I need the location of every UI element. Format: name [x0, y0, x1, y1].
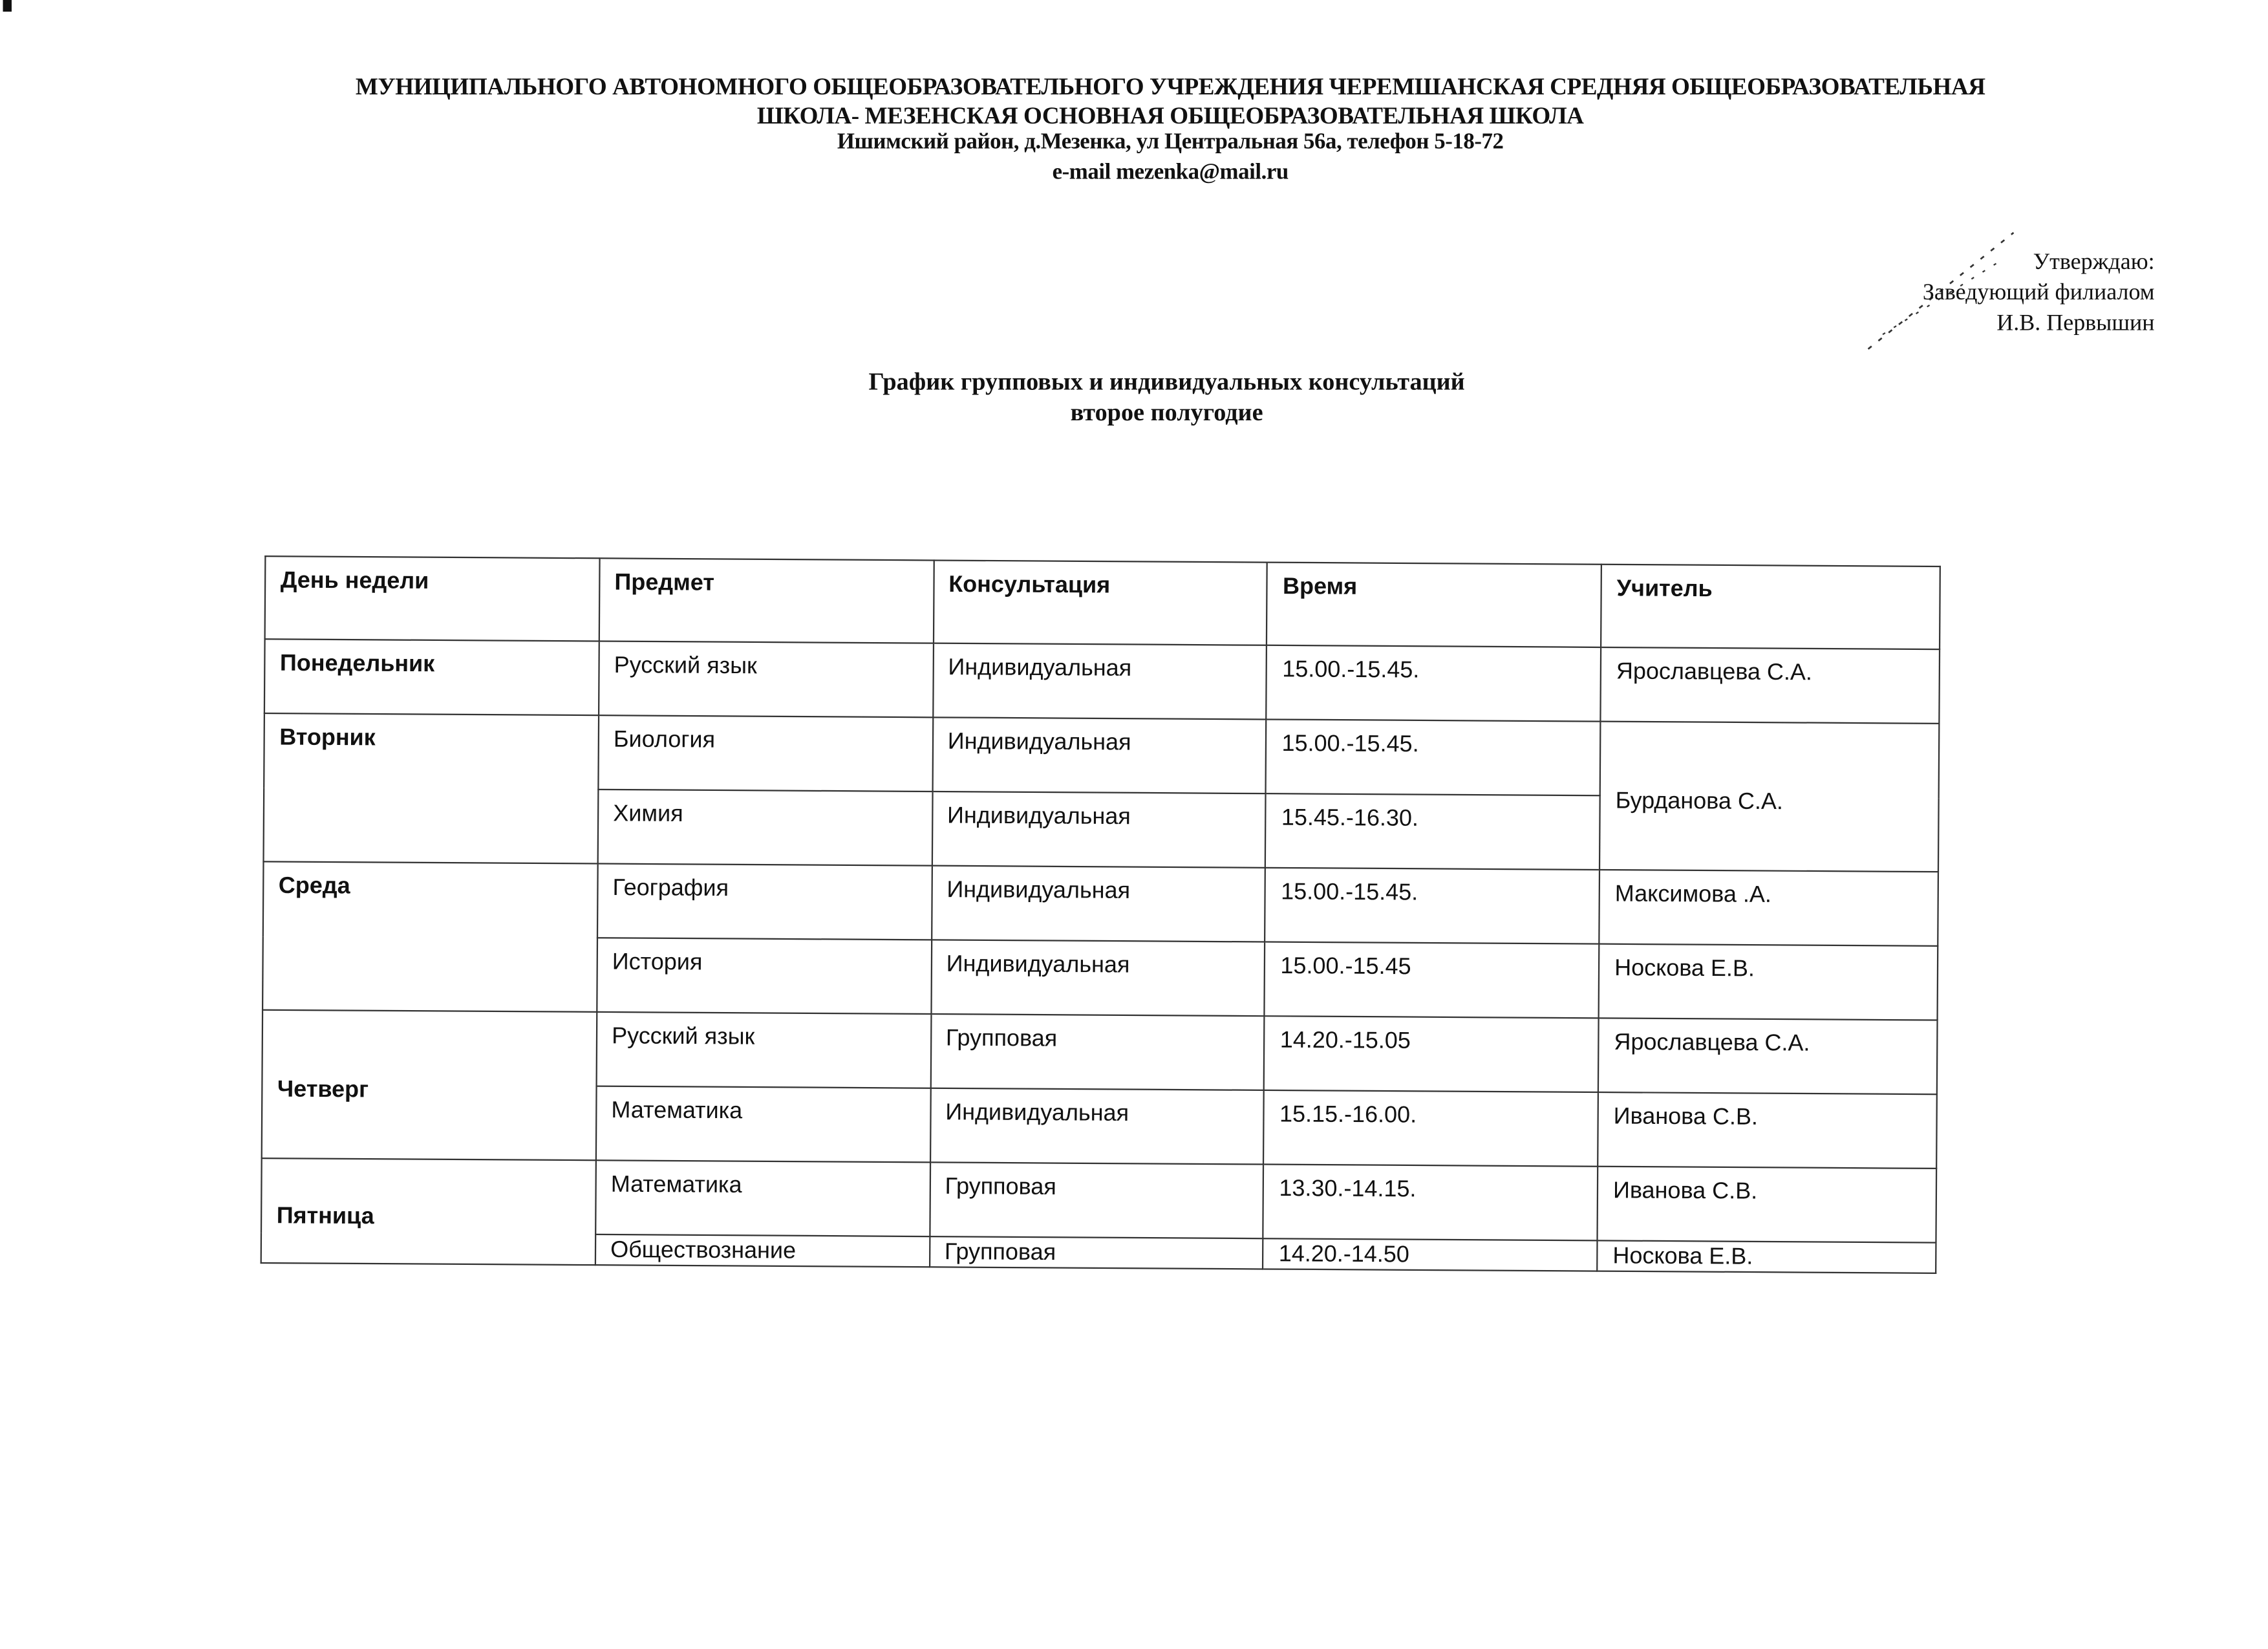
time-cell: 14.20.-14.50 [1263, 1238, 1598, 1271]
table-row [262, 1010, 1937, 1095]
type-cell: Групповая [930, 1014, 1265, 1090]
table-header-row [265, 556, 1940, 649]
teacher-cell: Носкова Е.В. [1599, 944, 1938, 1020]
subject-cell: Математика [595, 1160, 930, 1236]
header-teacher: Учитель [1601, 565, 1940, 649]
subject-cell: Математика [595, 1086, 930, 1163]
time-cell: 15.00.-15.45. [1267, 645, 1601, 722]
header-type: Консультация [933, 560, 1268, 645]
type-cell: Индивидуальная [930, 1088, 1265, 1165]
subject-cell: Химия [597, 790, 932, 866]
type-cell: Индивидуальная [931, 940, 1266, 1016]
header-address: Ишимский район, д.Мезенка, ул Центральная 56а, телефон 5-18-72 [837, 129, 1504, 155]
time-cell: 15.45.-16.30. [1266, 793, 1600, 870]
approval-line-1: Утверждаю: [2033, 250, 2155, 275]
day-cell: Вторник [263, 713, 598, 864]
teacher-cell: Максимова .А. [1599, 870, 1938, 946]
table-row [261, 1158, 1936, 1243]
scan-mark [3, 0, 11, 12]
subject-cell: Русский язык [599, 641, 934, 717]
subject-cell: Обществознание [595, 1234, 929, 1267]
table-row [264, 713, 1939, 798]
type-cell: Индивидуальная [931, 866, 1266, 942]
time-cell: 15.00.-15.45 [1265, 942, 1599, 1018]
teacher-cell: Бурданова С.А. [1599, 722, 1939, 872]
type-cell: Групповая [929, 1236, 1263, 1269]
time-cell: 14.20.-15.05 [1265, 1016, 1599, 1092]
header-day: День недели [265, 556, 599, 641]
teacher-cell: Носкова Е.В. [1598, 1240, 1936, 1273]
time-cell: 15.00.-15.45. [1265, 868, 1599, 944]
subject-cell: Биология [598, 715, 933, 792]
teacher-cell: Ярославцева С.А. [1598, 1018, 1937, 1094]
header-line-1: МУНИЦИПАЛЬНОГО АВТОНОМНОГО ОБЩЕОБРАЗОВАТЕЛЬНОГО УЧРЕЖДЕНИЯ ЧЕРЕМШАНСКАЯ СРЕДНЯЯ ОБЩЕОБРАЗОВАТЕЛЬНАЯ [355, 72, 1985, 101]
approval-block [1923, 247, 2155, 339]
header-email: e-mail mezenka@mail.ru [1052, 160, 1289, 185]
table-row [263, 861, 1938, 946]
day-cell: Четверг [262, 1010, 597, 1161]
document-title [0, 367, 2268, 427]
title-line-2: второе полугодие [1070, 398, 1263, 426]
type-cell: Индивидуальная [932, 643, 1267, 720]
day-cell: Понедельник [264, 639, 599, 715]
subject-cell: История [597, 938, 932, 1014]
table-row [264, 639, 1940, 724]
approval-line-3: И.В. Первышин [1996, 311, 2155, 336]
consultation-schedule-table [261, 555, 1941, 1274]
type-cell: Индивидуальная [932, 792, 1267, 868]
header-time: Время [1267, 563, 1601, 647]
day-cell: Среда [262, 861, 597, 1012]
approval-line-2: Заведующий филиалом [1922, 280, 2155, 306]
teacher-cell: Иванова С.В. [1598, 1092, 1937, 1169]
subject-cell: Русский язык [596, 1012, 931, 1088]
header-subject: Предмет [599, 558, 934, 643]
type-cell: Индивидуальная [932, 717, 1267, 793]
subject-cell: География [597, 864, 932, 940]
teacher-cell: Ярославцева С.А. [1601, 647, 1940, 724]
teacher-cell: Иванова С.В. [1598, 1167, 1936, 1243]
type-cell: Групповая [929, 1162, 1264, 1238]
header-line-2: ШКОЛА- МЕЗЕНСКАЯ ОСНОВНАЯ ОБЩЕОБРАЗОВАТЕЛЬНАЯ ШКОЛА [756, 102, 1584, 130]
day-cell: Пятница [261, 1158, 596, 1265]
time-cell: 13.30.-14.15. [1263, 1165, 1598, 1241]
time-cell: 15.00.-15.45. [1267, 719, 1601, 795]
title-line-1: График групповых и индивидуальных консультаций [868, 367, 1465, 396]
time-cell: 15.15.-16.00. [1264, 1090, 1598, 1167]
